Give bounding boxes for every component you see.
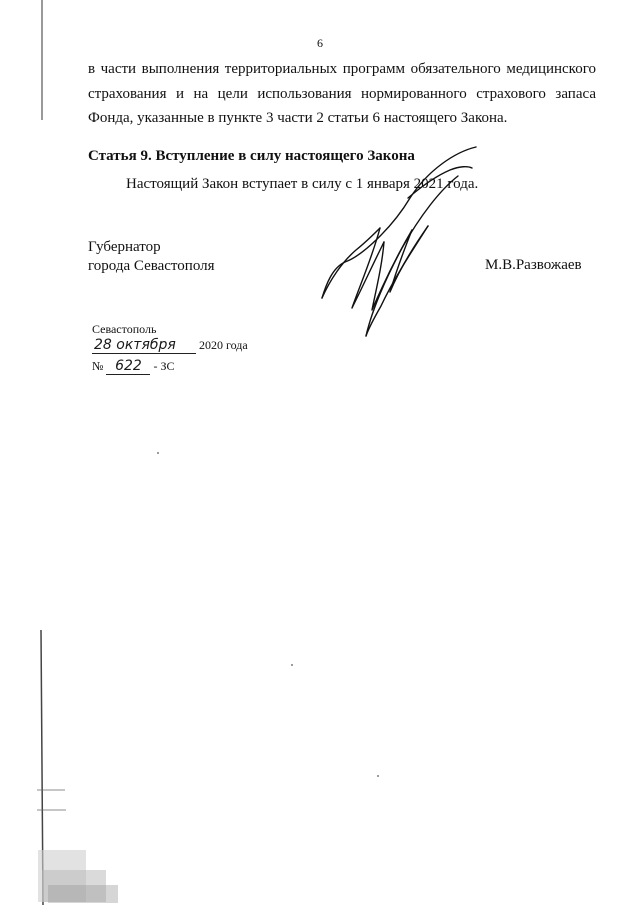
- signatory-position-line-1: Губернатор: [88, 239, 161, 255]
- signing-date: [92, 337, 248, 354]
- signing-city: Севастополь: [92, 322, 157, 336]
- paragraph-line-1: в части выполнения территориальных программ обязательного медицинского: [88, 61, 596, 77]
- law-number: [92, 358, 174, 375]
- handwritten-number: 622: [106, 358, 150, 375]
- signatory-name: М.В.Развожаев: [485, 257, 582, 273]
- article-title: Статья 9. Вступление в силу настоящего Закона: [88, 148, 415, 164]
- signing-year: 2020 года: [199, 338, 248, 352]
- number-suffix: - ЗС: [153, 359, 175, 373]
- article-text: Настоящий Закон вступает в силу с 1 января 2021 года.: [126, 176, 479, 192]
- continuation-paragraph: [88, 57, 596, 131]
- handwritten-date: 28 октября: [92, 337, 196, 354]
- number-sign: №: [92, 359, 104, 373]
- paragraph-line-2: страхования и на цели использования нормированного страхового запаса: [88, 85, 596, 102]
- signatory-position-line-2: города Севастополя: [88, 258, 215, 274]
- page-number: 6: [317, 36, 323, 50]
- signatory-position: [88, 238, 215, 276]
- paragraph-line-3: Фонда, указанные в пункте 3 части 2 статьи 6 настоящего Закона.: [88, 110, 508, 126]
